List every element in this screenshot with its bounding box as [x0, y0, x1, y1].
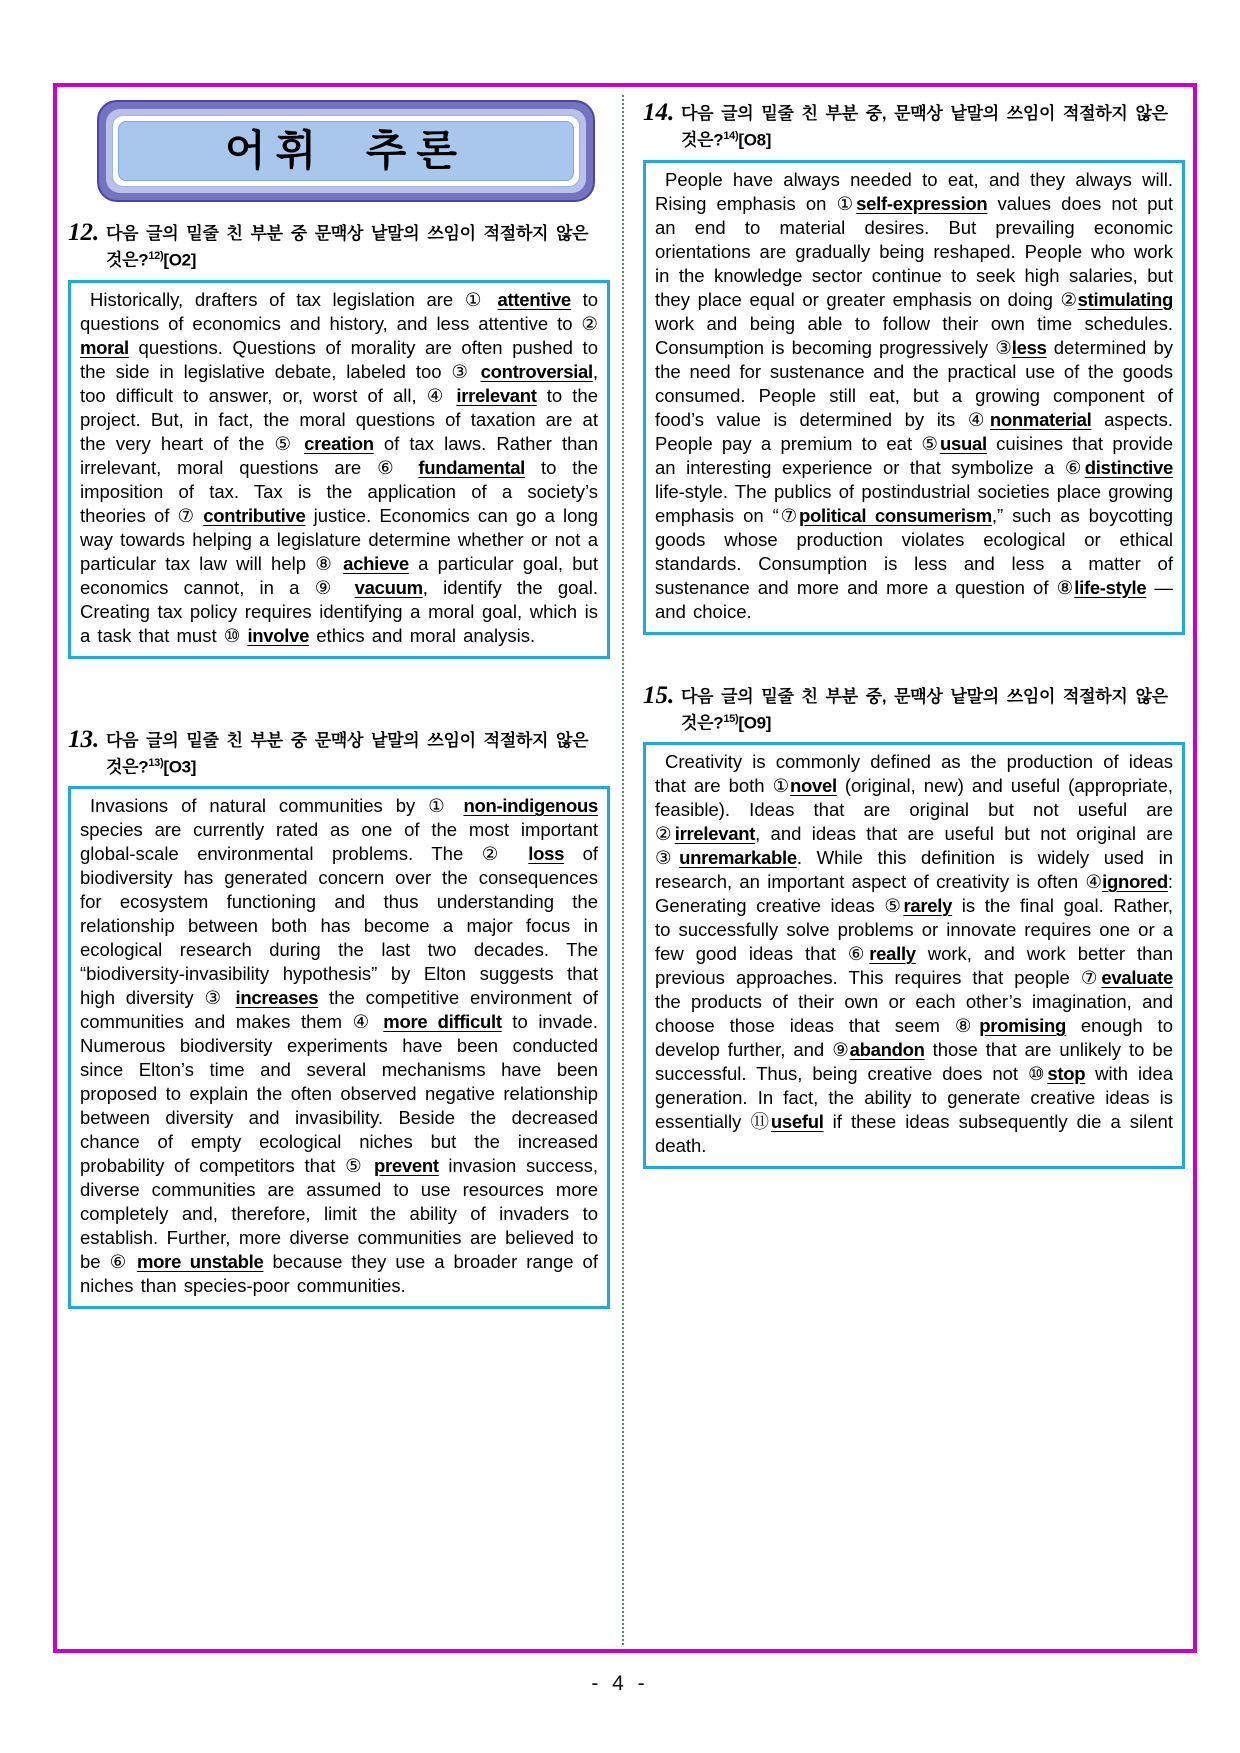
choice-number: ⑥ [1064, 456, 1085, 478]
question-number: 12. [68, 219, 100, 246]
choice-number: ① [464, 288, 486, 310]
title-box-fill [118, 121, 574, 181]
underlined-word: abandon [849, 1039, 925, 1061]
underlined-word: ignored [1102, 871, 1168, 893]
underlined-word: promising [979, 1015, 1066, 1037]
choice-number: ⑤ [345, 1155, 365, 1177]
choice-number: ⑦ [1080, 967, 1102, 989]
footnote-marker: 15) [723, 712, 739, 725]
choice-number: ② [655, 823, 675, 845]
underlined-word: loss [528, 843, 565, 865]
choice-number: ③ [204, 987, 225, 1009]
choice-number: ⑤ [884, 895, 904, 917]
choice-number: ⑪ [750, 1111, 771, 1133]
question-15 [643, 681, 1185, 1170]
footnote-marker: 13) [148, 756, 164, 769]
question-prompt [681, 102, 1185, 152]
underlined-word: usual [940, 432, 987, 454]
choice-number: ⑦ [778, 504, 800, 526]
source-tag: [O3] [163, 757, 197, 777]
choice-number: ④ [352, 1011, 373, 1033]
passage-12: Historically, drafters of tax legislation are ① attentive to questions of economics and history, and less attentive to ② moral questions. Questions of morality are often pushed to the side in legislative debate, labeled too ③ controversial, too difficult to answer, or, worst of all, ④ irrelevant to the project. But, in fact, the moral questions of taxation are at the very heart of the ⑤ creation of tax laws. Rather than irrelevant, moral questions are ⑥ fundamental to the imposition of tax. Tax is the application of a society’s theories of ⑦ contributive justice. Economics can go a long way towards helping a legislature determine whether or not a particular tax law will help ⑧ achieve a particular goal, but economics cannot, in a ⑨ vacuum, identify the goal. Creating tax policy requires identifying a moral goal, which is a task that must ⑩ involve ethics and moral analysis. [68, 280, 610, 659]
underlined-word: vacuum [354, 576, 423, 598]
underlined-word: nonmaterial [989, 408, 1092, 430]
passage-14: People have always needed to eat, and they always will. Rising emphasis on ①self-expression values does not put an end to material desires. But prevailing economic orientations are gradually being reshaped. People who work in the knowledge sector continue to seek high salaries, but they place equal or greater emphasis on doing ②stimulating work and being able to follow their own time schedules. Consumption is becoming progressively ③less determined by the need for sustenance and the practical use of the goods consumed. People still eat, but a growing component of food’s value is determined by its ④nonmaterial aspects. People pay a premium to eat ⑤usual cuisines that provide an interesting experience or that symbolize a ⑥distinctive life-style. The publics of postindustrial societies place growing emphasis on “⑦political consumerism,” such as boycotting goods whose production violates ecological or ethical standards. Consumption is less and less a matter of sustenance and more and more a question of ⑧life-style — and choice. [643, 160, 1185, 635]
spacer [643, 635, 1185, 665]
page-number: - 4 - [591, 1672, 649, 1695]
choice-number: ⑧ [954, 1015, 980, 1037]
underlined-word: achieve [343, 552, 409, 574]
underlined-word: less [1011, 336, 1047, 358]
underlined-word: political consumerism [799, 504, 992, 526]
prompt-text: 다음 글의 밑줄 친 부분 중 문맥상 낱말의 쓰임이 적절하지 않은 것은? [106, 730, 589, 777]
choice-number: ③ [451, 360, 471, 382]
question-13 [68, 725, 610, 1310]
right-column [643, 100, 1185, 1169]
underlined-word: self-expression [856, 192, 988, 214]
underlined-word: attentive [497, 288, 571, 310]
choice-number: ⑩ [223, 624, 241, 646]
underlined-word: stimulating [1077, 288, 1173, 310]
question-number: 13. [68, 725, 100, 753]
choice-number: ④ [426, 384, 447, 406]
choice-number: ③ [655, 847, 680, 869]
underlined-word: unremarkable [679, 847, 797, 869]
source-tag: [O9] [738, 713, 772, 733]
choice-number: ⑩ [1027, 1063, 1048, 1085]
spacer [68, 659, 610, 709]
underlined-word: fundamental [418, 456, 526, 478]
underlined-word: more difficult [383, 1011, 502, 1033]
choice-number: ① [836, 192, 857, 214]
choice-number: ⑤ [921, 432, 941, 454]
underlined-word: more unstable [137, 1251, 264, 1273]
underlined-word: distinctive [1084, 456, 1173, 478]
question-number: 14. [643, 99, 675, 126]
underlined-word: really [869, 943, 916, 965]
question-prompt [106, 222, 610, 272]
underlined-word: life-style [1074, 576, 1147, 598]
prompt-text: 다음 글의 밑줄 친 부분 중 문맥상 낱말의 쓰임이 적절하지 않은 것은? [106, 224, 589, 270]
choice-number: ⑥ [377, 456, 403, 478]
choice-number: ⑤ [274, 432, 295, 454]
prompt-text: 다음 글의 밑줄 친 부분 중, 문맥상 낱말의 쓰임이 적절하지 않은 것은? [681, 104, 1168, 150]
question-14-header [643, 99, 1185, 152]
underlined-word: increases [235, 987, 319, 1009]
underlined-word: non-indigenous [463, 795, 598, 817]
choice-number: ⑥ [847, 943, 870, 965]
choice-number: ① [772, 775, 791, 797]
section-title: 어휘 추론 [225, 127, 467, 174]
choice-number: ④ [967, 408, 990, 430]
column-divider [622, 95, 624, 1645]
section-title-box [97, 100, 595, 202]
underlined-word: irrelevant [456, 384, 537, 406]
choice-number: ⑨ [832, 1039, 850, 1061]
underlined-word: contributive [203, 504, 306, 526]
source-tag: [O8] [738, 130, 772, 150]
choice-number: ④ [1085, 871, 1103, 893]
title-box-ring [106, 109, 586, 193]
underlined-word: prevent [373, 1155, 439, 1177]
question-14 [643, 99, 1185, 635]
passage-13: Invasions of natural communities by ① non-indigenous species are currently rated as one of the most important global-scale environmental problems. The ② loss of biodiversity has generated concern over the consequences for ecosystem functioning and thus understanding the relationship between both has become a major focus in ecological research during the last two decades. The “biodiversity-invasibility hypothesis” by Elton suggests that high diversity ③ increases the competitive environment of communities and makes them ④ more difficult to invade. Numerous biodiversity experiments have been conducted since Elton’s time and several mechanisms have been proposed to explain the often observed negative relationship between diversity and invasibility. Beside the decreased chance of empty ecological niches but the increased probability of competitors that ⑤ prevent invasion success, diverse communities are assumed to use resources more completely and, therefore, limit the ability of invaders to establish. Further, more diverse communities are believed to be ⑥ more unstable because they use a broader range of niches than species-poor communities. [68, 786, 610, 1309]
choice-number: ⑧ [315, 552, 334, 574]
footnote-marker: 14) [723, 130, 739, 142]
underlined-word: evaluate [1101, 967, 1174, 989]
source-tag: [O2] [163, 250, 197, 270]
choice-number: ② [1060, 288, 1078, 310]
footnote-marker: 12) [148, 250, 164, 262]
choice-number: ② [481, 843, 510, 865]
choice-number: ② [581, 312, 598, 334]
choice-number: ③ [995, 336, 1012, 358]
choice-number: ⑦ [177, 504, 196, 526]
question-number: 15. [643, 681, 675, 709]
underlined-word: involve [247, 624, 310, 646]
underlined-word: moral [80, 336, 129, 358]
choice-number: ① [428, 795, 451, 817]
underlined-word: useful [770, 1111, 824, 1133]
underlined-word: creation [304, 432, 374, 454]
question-prompt [681, 685, 1185, 735]
question-13-header [68, 725, 610, 779]
prompt-text: 다음 글의 밑줄 친 부분 중, 문맥상 낱말의 쓰임이 적절하지 않은 것은? [681, 686, 1168, 733]
passage-15: Creativity is commonly defined as the production of ideas that are both ①novel (original, new) and useful (appropriate, feasible). Ideas that are original but not useful are ②irrelevant, and ideas that are useful but not original are ③unremarkable. While this definition is widely used in research, an important aspect of creativity is often ④ignored: Generating creative ideas ⑤rarely is the final goal. Rather, to successfully solve problems or innovate requires one or a few good ideas that ⑥really work, and work better than previous approaches. This requires that people ⑦evaluate the products of their own or each other’s imagination, and choose those ideas that seem ⑧promising enough to develop further, and ⑨abandon those that are unlikely to be successful. Thus, being creative does not ⑩stop with idea generation. In fact, the ability to generate creative ideas is essentially ⑪useful if these ideas subsequently die a silent death. [643, 742, 1185, 1169]
left-column [68, 100, 610, 1309]
underlined-word: irrelevant [674, 823, 756, 845]
question-12 [68, 219, 610, 659]
question-prompt [106, 729, 610, 779]
underlined-word: stop [1047, 1063, 1086, 1085]
underlined-word: novel [790, 775, 837, 797]
question-12-header [68, 219, 610, 272]
choice-number: ⑨ [314, 576, 340, 598]
title-box-inner-ring [112, 115, 580, 187]
choice-number: ⑧ [1056, 576, 1075, 598]
choice-number: ⑥ [109, 1251, 129, 1273]
underlined-word: rarely [903, 895, 953, 917]
underlined-word: controversial [480, 360, 593, 382]
question-15-header [643, 681, 1185, 735]
